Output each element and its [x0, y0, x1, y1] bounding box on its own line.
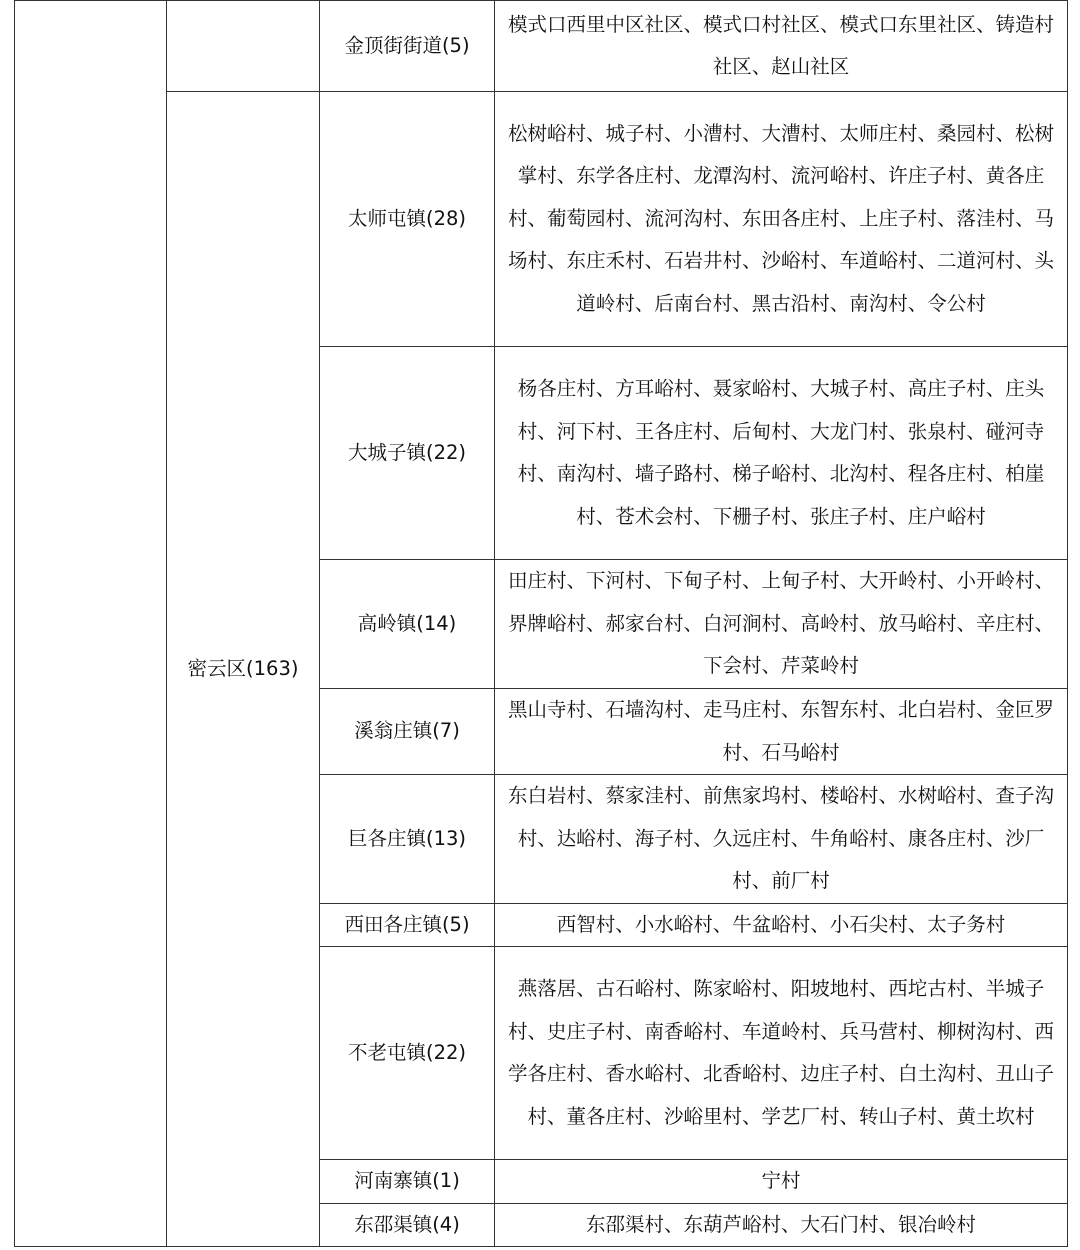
town-cell: 不老屯镇(22) — [320, 947, 495, 1160]
village-list-cell: 杨各庄村、方耳峪村、聂家峪村、大城子村、高庄子村、庄头村、河下村、王各庄村、后甸村、大龙门村、张泉村、碰河寺村、南沟村、墙子路村、梯子峪村、北沟村、程各庄村、柏崖村、苍术会村、下栅子村、张庄子村、庄户峪村 — [495, 347, 1068, 560]
town-cell: 溪翁庄镇(7) — [320, 689, 495, 775]
town-cell: 河南寨镇(1) — [320, 1160, 495, 1204]
town-cell: 高岭镇(14) — [320, 560, 495, 689]
village-list-cell: 宁村 — [495, 1160, 1068, 1204]
village-list-cell: 东邵渠村、东葫芦峪村、大石门村、银冶岭村 — [495, 1203, 1068, 1247]
town-cell: 大城子镇(22) — [320, 347, 495, 560]
town-cell: 西田各庄镇(5) — [320, 903, 495, 947]
district-village-table — [14, 0, 1068, 1247]
town-cell: 太师屯镇(28) — [320, 92, 495, 347]
village-list-cell: 东白岩村、蔡家洼村、前焦家坞村、楼峪村、水树峪村、查子沟村、达峪村、海子村、久远庄村、牛角峪村、康各庄村、沙厂村、前厂村 — [495, 775, 1068, 904]
blank-cell — [167, 1, 320, 92]
village-list-cell: 模式口西里中区社区、模式口村社区、模式口东里社区、铸造村社区、赵山社区 — [495, 1, 1068, 92]
town-cell: 金顶街街道(5) — [320, 1, 495, 92]
district-cell: 密云区(163) — [167, 92, 320, 1247]
table-row — [15, 1, 1068, 92]
blank-cell — [15, 1, 167, 1247]
village-list-cell: 燕落居、古石峪村、陈家峪村、阳坡地村、西坨古村、半城子村、史庄子村、南香峪村、车道岭村、兵马营村、柳树沟村、西学各庄村、香水峪村、北香峪村、边庄子村、白土沟村、丑山子村、董各庄村、沙峪里村、学艺厂村、转山子村、黄土坎村 — [495, 947, 1068, 1160]
town-cell: 巨各庄镇(13) — [320, 775, 495, 904]
table-row — [15, 92, 1068, 347]
village-list-cell: 松树峪村、城子村、小漕村、大漕村、太师庄村、桑园村、松树掌村、东学各庄村、龙潭沟村、流河峪村、许庄子村、黄各庄村、葡萄园村、流河沟村、东田各庄村、上庄子村、落洼村、马场村、东庄禾村、石岩井村、沙峪村、车道峪村、二道河村、头道岭村、后南台村、黑古沿村、南沟村、令公村 — [495, 92, 1068, 347]
village-list-cell: 黑山寺村、石墙沟村、走马庄村、东智东村、北白岩村、金叵罗村、石马峪村 — [495, 689, 1068, 775]
town-cell: 东邵渠镇(4) — [320, 1203, 495, 1247]
village-list-cell: 西智村、小水峪村、牛盆峪村、小石尖村、太子务村 — [495, 903, 1068, 947]
village-list-cell: 田庄村、下河村、下甸子村、上甸子村、大开岭村、小开岭村、界牌峪村、郝家台村、白河涧村、高岭村、放马峪村、辛庄村、下会村、芹菜岭村 — [495, 560, 1068, 689]
